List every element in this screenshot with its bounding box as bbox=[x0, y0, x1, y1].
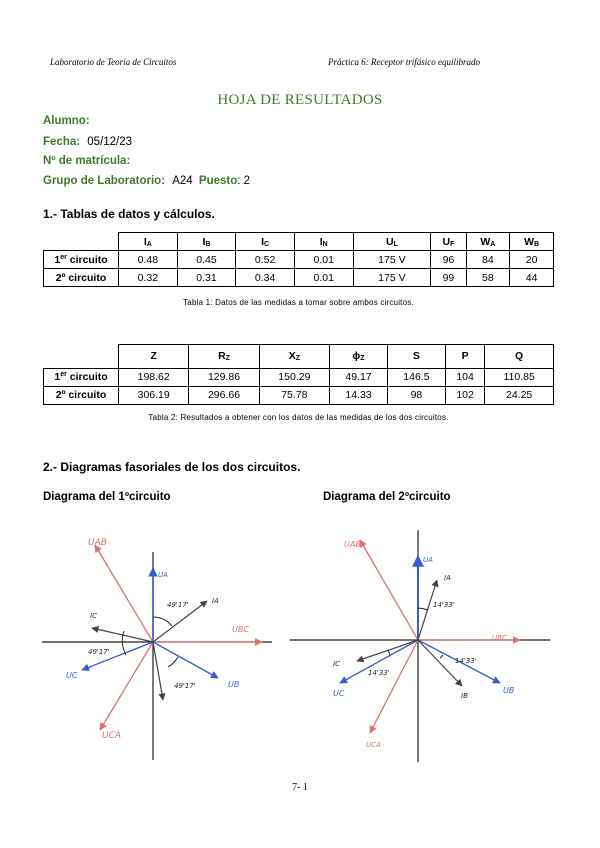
diagram-1-angle-b-label: 49'17' bbox=[174, 682, 196, 690]
table-cell: 104 bbox=[445, 368, 484, 386]
table-cell: 0.01 bbox=[294, 251, 353, 269]
table-cell: 306.19 bbox=[119, 386, 189, 404]
diagram-1-ub-label: UB bbox=[228, 680, 240, 689]
matricula-label: Nº de matrícula: bbox=[43, 155, 131, 167]
section-1-heading: 1.- Tablas de datos y cálculos. bbox=[43, 207, 215, 221]
grupo-value: A24 bbox=[172, 175, 193, 187]
diagram-2-uc-label: UC bbox=[333, 689, 345, 698]
diagram-1-uab-vector bbox=[95, 545, 153, 642]
fecha-value: 05/12/23 bbox=[87, 136, 133, 148]
table-cell: 0.34 bbox=[236, 269, 295, 287]
diagram-2-angle-a-label: 14'33' bbox=[433, 601, 455, 609]
table-header: ϕZ bbox=[330, 345, 388, 369]
diagram-1-angle-a-label: 49'17' bbox=[167, 601, 189, 609]
diagram-1-angle-arc-b bbox=[168, 657, 178, 667]
puesto-label: Puesto bbox=[198, 175, 238, 187]
table-cell: 24.25 bbox=[485, 386, 554, 404]
table-cell: 0.48 bbox=[119, 251, 178, 269]
puesto-value: : 2 bbox=[237, 175, 251, 187]
diagram-2-uab-label: UAB bbox=[344, 540, 361, 549]
table-cell: 99 bbox=[431, 269, 466, 287]
diagram-1-ic-label: IC bbox=[90, 612, 97, 620]
table-cell: 44 bbox=[510, 269, 554, 287]
section-2-heading: 2.- Diagramas fasoriales de los dos circuitos. bbox=[43, 460, 301, 474]
diagram-1-uab-label: UAB bbox=[88, 538, 107, 548]
diagram-2-angle-arc-c bbox=[388, 650, 390, 655]
diagram-1-angle-c-label: 49'17' bbox=[88, 648, 110, 656]
table-cell: 129.86 bbox=[189, 368, 259, 386]
diagram-2-ia-label: IA bbox=[444, 574, 451, 582]
table-cell: 20 bbox=[510, 251, 554, 269]
table-cell: 0.01 bbox=[294, 269, 353, 287]
table-header: WB bbox=[510, 233, 554, 251]
table-cell: 58 bbox=[466, 269, 510, 287]
diagram-1-ubc-label: UBC bbox=[232, 625, 249, 634]
diagram-2-uca-label: UCA bbox=[366, 741, 381, 749]
diagram-2-angle-arc-b bbox=[440, 655, 443, 658]
diagram-2-angle-c-label: 14'33' bbox=[368, 669, 390, 677]
header-right: Práctica 6: Receptor trifásico equilibrado bbox=[328, 57, 480, 67]
page-number: 7- 1 bbox=[292, 782, 308, 793]
diagram-2-uab-vector bbox=[360, 540, 418, 640]
diagram-2-ubc-label: UBC bbox=[492, 634, 507, 642]
table-header: Q bbox=[485, 345, 554, 369]
diagram-1-title: Diagrama del 1ºcircuito bbox=[43, 491, 171, 503]
diagram-1-angle-arc-a bbox=[153, 617, 172, 626]
table-cell: 150.29 bbox=[259, 368, 329, 386]
diagram-1-ia-label: IA bbox=[212, 597, 219, 605]
page-title: HOJA DE RESULTADOS bbox=[217, 92, 383, 108]
table-cell: 84 bbox=[466, 251, 510, 269]
table-header: UL bbox=[353, 233, 431, 251]
diagram-2-ic-label: IC bbox=[333, 660, 340, 668]
table-header: UF bbox=[431, 233, 466, 251]
diagram-1-ua-label: UA bbox=[158, 571, 168, 579]
table-cell: 0.31 bbox=[177, 269, 236, 287]
table-cell: 49.17 bbox=[330, 368, 388, 386]
row-label: 2º circuito bbox=[44, 386, 119, 404]
table-cell: 75.78 bbox=[259, 386, 329, 404]
diagram-2-ib-label: IB bbox=[461, 692, 468, 700]
table-header: P bbox=[445, 345, 484, 369]
row-label: 1er circuito bbox=[44, 251, 119, 269]
diagram-1-angle-arc-c bbox=[122, 631, 126, 655]
table-cell: 110.85 bbox=[485, 368, 554, 386]
diagram-1-ub-vector bbox=[153, 642, 218, 678]
table-cell: 102 bbox=[445, 386, 484, 404]
table-cell: 146.5 bbox=[387, 368, 445, 386]
row-label: 1er circuito bbox=[44, 368, 119, 386]
diagram-2-angle-b-label: 14'33' bbox=[455, 657, 477, 665]
table-cell: 0.32 bbox=[119, 269, 178, 287]
table-header: XZ bbox=[259, 345, 329, 369]
table-header: IC bbox=[236, 233, 295, 251]
diagram-2-ub-label: UB bbox=[503, 686, 515, 695]
fecha-label: Fecha: bbox=[43, 136, 81, 148]
table-cell: 14.33 bbox=[330, 386, 388, 404]
table-cell: 96 bbox=[431, 251, 466, 269]
table-cell: 175 V bbox=[353, 269, 431, 287]
diagram-1-uc-label: UC bbox=[66, 671, 78, 680]
table-cell: 296.66 bbox=[189, 386, 259, 404]
diagram-2-ua-label: UA bbox=[423, 556, 433, 564]
table-header: S bbox=[387, 345, 445, 369]
table-cell: 0.52 bbox=[236, 251, 295, 269]
header-left: Laboratorio de Teoría de Circuitos bbox=[50, 57, 177, 67]
diagram-1-ib-vector bbox=[153, 642, 163, 700]
table-1-caption: Tabla 1: Datos de las medidas a tomar sobre ambos circuitos. bbox=[183, 298, 414, 307]
table-cell: 198.62 bbox=[119, 368, 189, 386]
row-label: 2º circuito bbox=[44, 269, 119, 287]
table-header: IA bbox=[119, 233, 178, 251]
table-header: IB bbox=[177, 233, 236, 251]
table-cell: 98 bbox=[387, 386, 445, 404]
table-header: RZ bbox=[189, 345, 259, 369]
diagram-2-angle-arc-a bbox=[418, 608, 428, 610]
table-cell: 0.45 bbox=[177, 251, 236, 269]
table-header: WA bbox=[466, 233, 510, 251]
table-2-caption: Tabla 2: Resultados a obtener con los datos de las medidas de los dos circuitos. bbox=[148, 413, 449, 422]
diagram-1-uc-vector bbox=[82, 642, 153, 670]
table-header: Z bbox=[119, 345, 189, 369]
alumno-label: Alumno: bbox=[43, 115, 90, 127]
table-header: IN bbox=[294, 233, 353, 251]
diagram-2-title: Diagrama del 2ºcircuito bbox=[323, 491, 451, 503]
table-cell: 175 V bbox=[353, 251, 431, 269]
diagram-1-uca-label: UCA bbox=[102, 731, 122, 741]
grupo-label: Grupo de Laboratorio: bbox=[43, 175, 166, 187]
